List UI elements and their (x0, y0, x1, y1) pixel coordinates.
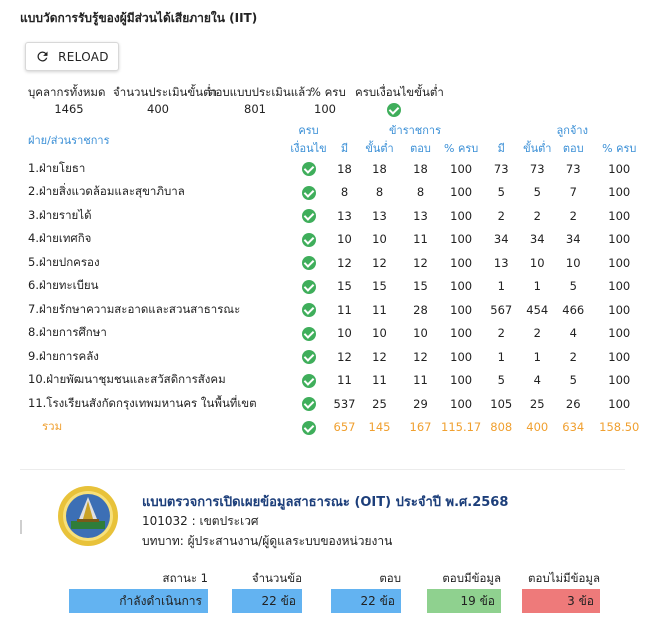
cell-value: 5 (533, 185, 541, 200)
cell-value: 10 (372, 326, 387, 341)
stat-total-staff (28, 84, 110, 116)
answered-no-data-label: ตอบไม่มีข้อมูล (527, 571, 600, 585)
cell-value: 100 (608, 326, 631, 341)
iit-table (20, 121, 645, 439)
table-row (20, 298, 645, 322)
cell-value: 100 (450, 232, 473, 247)
cell-value: 100 (608, 161, 631, 176)
total-row (20, 416, 645, 440)
dept-name: 9.ฝ่ายการคลัง (28, 348, 99, 363)
check-circle-icon (302, 280, 316, 294)
item-count-value: 22 ข้อ (232, 589, 302, 613)
cell-value: 34 (493, 232, 509, 247)
cell-value: 12 (337, 349, 352, 364)
cell-value: 100 (608, 185, 631, 200)
cell-value: 100 (450, 396, 473, 411)
cell-value: 10 (565, 255, 581, 270)
page-title: แบบวัดการรับรู้ของผู้มีส่วนได้เสียภายใน (IIT) (20, 11, 258, 25)
table-row (20, 275, 645, 299)
cell-value: 25 (372, 396, 387, 411)
cell-value: 466 (562, 302, 585, 317)
cell-value: 73 (565, 161, 581, 176)
cell-value: 100 (608, 349, 631, 364)
cell-value: 1 (497, 349, 505, 364)
check-circle-icon (302, 233, 316, 247)
side-marker (20, 520, 22, 534)
cell-value: 100 (450, 373, 473, 388)
cell-value: 100 (450, 161, 473, 176)
cell-value: 18 (372, 161, 387, 176)
cell-value: 100 (608, 208, 631, 223)
cell-value: 657 (333, 420, 356, 435)
cell-value: 12 (413, 349, 428, 364)
stat-label: จำนวนประเมินขั้นต่ำ (113, 85, 218, 99)
dept-name: 10.ฝ่ายพัฒนาชุมชนและสวัสดิการสังคม (28, 372, 226, 387)
dept-name: 2.ฝ่ายสิ่งแวดล้อมและสุขาภิบาล (28, 184, 185, 199)
cell-value: 2 (569, 208, 577, 223)
cell-value: 2 (497, 326, 505, 341)
cell-value: 34 (565, 232, 581, 247)
cell-value: 11 (337, 373, 352, 388)
cell-value: 8 (340, 185, 349, 200)
answered-value: 22 ข้อ (331, 589, 401, 613)
cell-value: 28 (413, 302, 428, 317)
complete-header-line2: เงื่อนไข (290, 142, 327, 155)
oit-title: แบบตรวจการเปิดเผยข้อมูลสาธารณะ (OIT) ประจำปี พ.ศ.2568 (142, 495, 509, 510)
cell-value: 2 (497, 208, 505, 223)
cell-value: 10 (529, 255, 545, 270)
cell-value: 537 (333, 396, 356, 411)
cell-value: 4 (569, 326, 577, 341)
table-row (20, 204, 645, 228)
cell-value: 12 (372, 349, 387, 364)
emp-percent-header: % ครบ (602, 142, 637, 155)
cell-value: 1 (533, 349, 541, 364)
check-circle-icon (302, 397, 316, 411)
check-circle-icon (302, 209, 316, 223)
answered-no-data-value: 3 ข้อ (522, 589, 600, 613)
stat-value: 400 (147, 102, 169, 116)
dept-name: 6.ฝ่ายทะเบียน (28, 278, 99, 293)
cell-value: 10 (372, 232, 387, 247)
check-circle-icon (302, 162, 316, 176)
cell-value: 15 (372, 279, 387, 294)
cell-value: 12 (413, 255, 428, 270)
cell-value: 400 (526, 420, 549, 435)
dept-name: รวม (42, 419, 63, 434)
cell-value: 1 (533, 279, 541, 294)
stat-value: 100 (314, 102, 336, 116)
stat-label: บุคลากรทั้งหมด (28, 85, 106, 99)
cell-value: 10 (413, 326, 428, 341)
dept-name: 1.ฝ่ายโยธา (28, 160, 86, 175)
cell-value: 10 (337, 326, 352, 341)
stat-value: 801 (244, 102, 266, 116)
table-row (20, 251, 645, 275)
gov-have-header: มี (340, 142, 349, 155)
item-count-label: จำนวนข้อ (251, 571, 302, 585)
check-circle-icon (302, 186, 316, 200)
dept-name: 5.ฝ่ายปกครอง (28, 254, 100, 269)
cell-value: 73 (529, 161, 545, 176)
table-row (20, 322, 645, 346)
check-circle-icon (302, 303, 316, 317)
table-row (20, 157, 645, 181)
cell-value: 100 (450, 302, 473, 317)
cell-value: 73 (493, 161, 509, 176)
emp-min-header: ขั้นต่ำ (523, 142, 552, 155)
cell-value: 2 (533, 208, 541, 223)
reload-button[interactable] (25, 42, 119, 71)
cell-value: 13 (493, 255, 509, 270)
emp-group-header: ลูกจ้าง (556, 124, 588, 137)
answered-with-data-value: 19 ข้อ (427, 589, 501, 613)
stat-min-eval (113, 84, 218, 116)
table-row (20, 345, 645, 369)
table-row (20, 181, 645, 205)
gov-min-header: ขั้นต่ำ (365, 142, 394, 155)
stat-answered (208, 84, 312, 116)
dept-name: 11.โรงเรียนสังกัดกรุงเทพมหานคร ในพื้นที่เขต (28, 395, 257, 410)
dept-header: ฝ่าย/ส่วนราชการ (28, 134, 110, 147)
dept-name: 4.ฝ่ายเทศกิจ (28, 231, 92, 246)
cell-value: 34 (529, 232, 545, 247)
cell-value: 11 (372, 302, 387, 317)
refresh-icon (35, 49, 50, 64)
cell-value: 115.17 (441, 420, 482, 435)
emp-have-header: มี (497, 142, 505, 155)
cell-value: 18 (413, 161, 428, 176)
cell-value: 12 (372, 255, 387, 270)
cell-value: 454 (526, 302, 549, 317)
cell-value: 100 (608, 279, 631, 294)
cell-value: 100 (608, 302, 631, 317)
cell-value: 2 (569, 349, 577, 364)
cell-value: 100 (450, 349, 473, 364)
agency-code: 101032 : เขตประเวศ (142, 514, 259, 528)
check-circle-icon (387, 103, 401, 117)
cell-value: 100 (608, 255, 631, 270)
stat-label: ตอบแบบประเมินแล้ว (208, 85, 312, 99)
stat-percent (310, 84, 346, 116)
complete-header-line1: ครบ (298, 124, 319, 137)
gov-percent-header: % ครบ (444, 142, 479, 155)
reload-label: RELOAD (58, 49, 109, 64)
cell-value: 100 (608, 373, 631, 388)
table-row (20, 369, 645, 393)
cell-value: 808 (490, 420, 513, 435)
cell-value: 100 (450, 326, 473, 341)
cell-value: 13 (372, 208, 387, 223)
answered-label: ตอบ (379, 571, 401, 585)
cell-value: 8 (375, 185, 384, 200)
cell-value: 13 (337, 208, 352, 223)
cell-value: 158.50 (599, 420, 640, 435)
check-circle-icon (302, 374, 316, 388)
cell-value: 1 (497, 279, 505, 294)
user-role: บทบาท: ผู้ประสานงาน/ผู้ดูแลระบบของหน่วยงาน (142, 534, 393, 548)
cell-value: 18 (337, 161, 352, 176)
header-row-bottom (20, 139, 645, 157)
cell-value: 15 (337, 279, 352, 294)
cell-value: 4 (533, 373, 541, 388)
section-divider (20, 469, 625, 470)
cell-value: 5 (497, 185, 505, 200)
cell-value: 25 (529, 396, 545, 411)
status-label: สถานะ 1 (162, 571, 208, 585)
table-row (20, 228, 645, 252)
cell-value: 2 (533, 326, 541, 341)
cell-value: 29 (413, 396, 428, 411)
check-circle-icon (302, 421, 316, 435)
cell-value: 11 (413, 373, 428, 388)
cell-value: 7 (569, 185, 577, 200)
stat-label: % ครบ (310, 85, 346, 99)
cell-value: 105 (490, 396, 513, 411)
cell-value: 100 (608, 396, 631, 411)
gov-answer-header: ตอบ (410, 142, 431, 155)
gov-group-header: ข้าราชการ (389, 124, 441, 137)
check-circle-icon (302, 350, 316, 364)
cell-value: 5 (569, 373, 577, 388)
table-row (20, 392, 645, 416)
dept-name: 7.ฝ่ายรักษาความสะอาดและสวนสาธารณะ (28, 301, 241, 316)
cell-value: 100 (450, 279, 473, 294)
cell-value: 13 (413, 208, 428, 223)
cell-value: 11 (372, 373, 387, 388)
cell-value: 26 (565, 396, 581, 411)
district-seal-logo (57, 485, 119, 547)
dept-name: 8.ฝ่ายการศึกษา (28, 325, 107, 340)
check-circle-icon (302, 256, 316, 270)
stat-condition-met (355, 84, 444, 102)
cell-value: 634 (562, 420, 585, 435)
stat-label: ครบเงื่อนไขขั้นต่ำ (355, 85, 444, 99)
dept-name: 3.ฝ่ายรายได้ (28, 207, 92, 222)
cell-value: 100 (450, 208, 473, 223)
cell-value: 15 (413, 279, 428, 294)
cell-value: 100 (450, 185, 473, 200)
cell-value: 5 (497, 373, 505, 388)
cell-value: 8 (416, 185, 425, 200)
cell-value: 11 (337, 302, 352, 317)
stat-value: 1465 (54, 102, 84, 116)
answered-with-data-label: ตอบมีข้อมูล (442, 571, 501, 585)
cell-value: 167 (409, 420, 432, 435)
emp-answer-header: ตอบ (562, 142, 584, 155)
cell-value: 12 (337, 255, 352, 270)
cell-value: 10 (337, 232, 352, 247)
cell-value: 5 (569, 279, 577, 294)
check-circle-icon (302, 327, 316, 341)
cell-value: 11 (413, 232, 428, 247)
cell-value: 145 (368, 420, 391, 435)
cell-value: 100 (608, 232, 631, 247)
status-value: กำลังดำเนินการ (69, 589, 208, 613)
cell-value: 567 (490, 302, 513, 317)
cell-value: 100 (450, 255, 473, 270)
